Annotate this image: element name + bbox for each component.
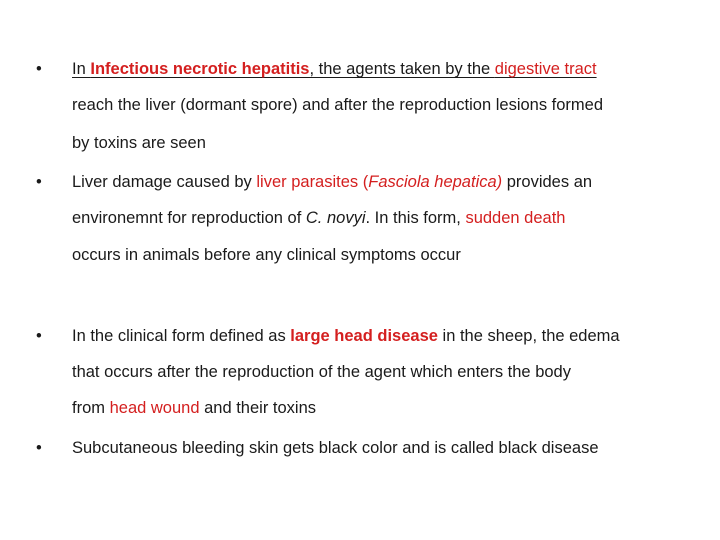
- line: occurs in animals before any clinical symptoms occur: [72, 246, 461, 264]
- text: In: [72, 60, 91, 78]
- line: reach the liver (dormant spore) and after the reproduction lesions formed: [72, 96, 604, 114]
- line: that occurs after the reproduction of the agent which enters the body: [72, 363, 571, 381]
- line: by toxins are seen: [72, 134, 206, 152]
- text: Liver damage caused by: [72, 173, 257, 191]
- text: from: [72, 399, 110, 417]
- line: Subcutaneous bleeding skin gets black color and is called black disease: [72, 439, 599, 457]
- text: , the agents taken by the: [309, 60, 495, 78]
- bullet-dot: •: [36, 439, 42, 457]
- line: [72, 327, 620, 346]
- term-head-wound: head wound: [109, 399, 200, 417]
- term-infectious-necrotic-hepatitis: Infectious necrotic hepatitis: [90, 60, 310, 78]
- term-fasciola-hepatica: Fasciola hepatica): [368, 173, 503, 191]
- text: provides an: [502, 173, 593, 191]
- line: [72, 173, 592, 192]
- term-large-head-disease: large head disease: [290, 327, 438, 345]
- term-liver-parasites: liver parasites (: [256, 173, 369, 191]
- bullet-dot: •: [36, 327, 42, 345]
- term-sudden-death: sudden death: [465, 209, 566, 227]
- bullet-dot: •: [36, 173, 42, 191]
- line: [72, 60, 597, 79]
- term-digestive-tract: digestive tract: [494, 60, 597, 78]
- text: . In this form,: [365, 209, 466, 227]
- text: and their toxins: [199, 399, 316, 417]
- line: [72, 399, 316, 418]
- bullet-dot: •: [36, 60, 42, 78]
- term-c-novyi: C. novyi: [305, 209, 366, 227]
- text: In the clinical form defined as: [72, 327, 291, 345]
- text: environemnt for reproduction of: [72, 209, 306, 227]
- line: [72, 209, 565, 228]
- text: in the sheep, the edema: [437, 327, 620, 345]
